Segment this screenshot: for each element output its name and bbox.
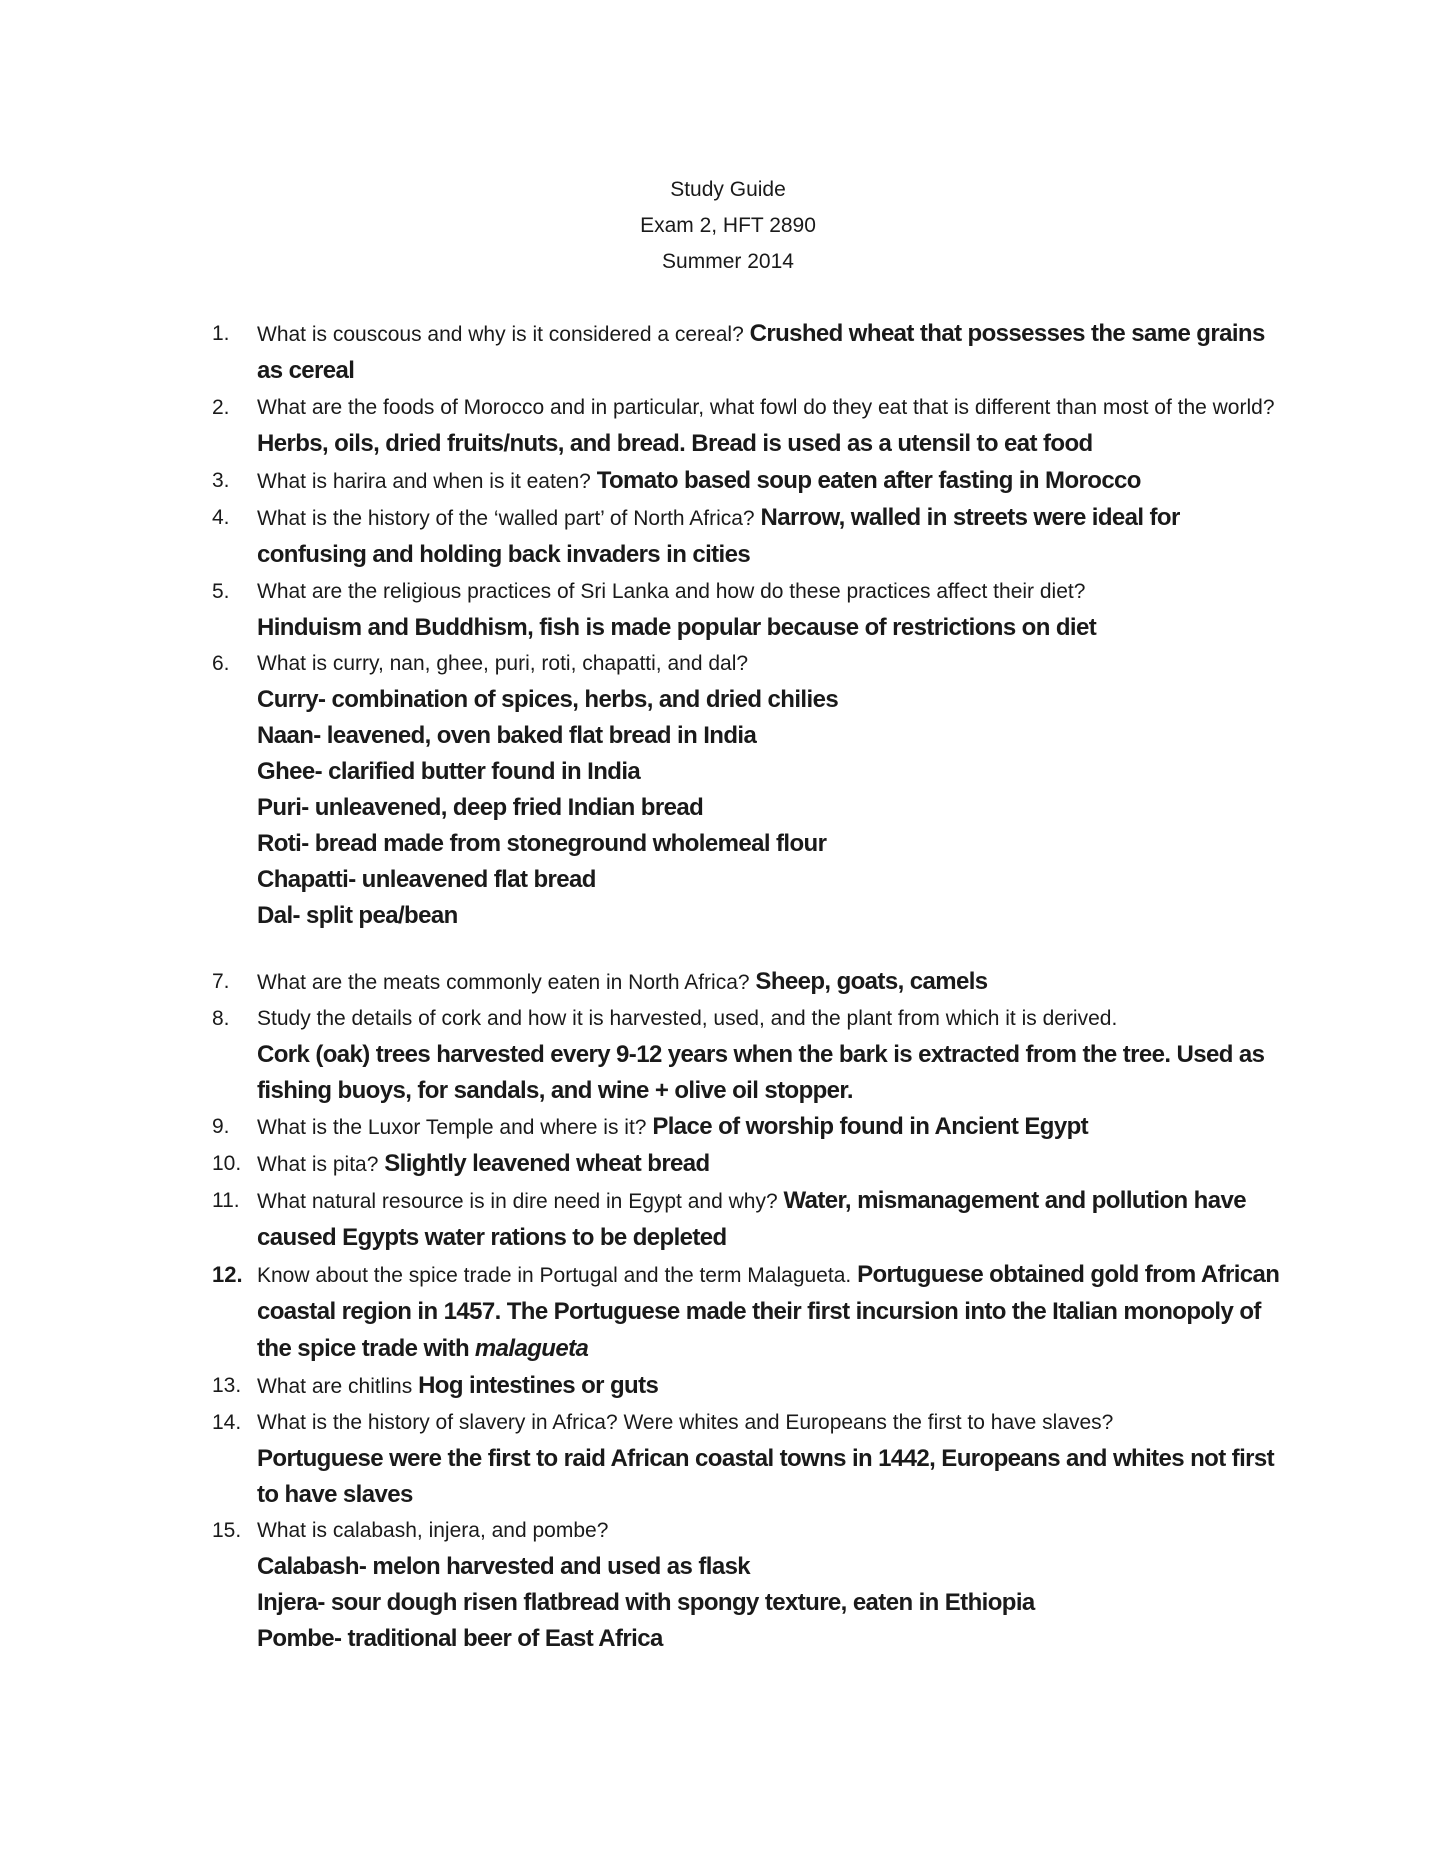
answer-line: Calabash- melon harvested and used as flask	[257, 1553, 751, 1580]
question-number: 8.	[212, 1007, 230, 1030]
question-item	[212, 1146, 1292, 1183]
question-text: Know about the spice trade in Portugal and the term Malagueta.	[257, 1264, 852, 1287]
question-text: What is calabash, injera, and pombe?	[257, 1519, 609, 1542]
answer-text: Herbs, oils, dried fruits/nuts, and bread. Bread is used as a utensil to eat food	[257, 430, 1093, 457]
question-text: What is curry, nan, ghee, puri, roti, chapatti, and dal?	[257, 652, 749, 675]
question-text: What are the meats commonly eaten in North Africa?	[257, 971, 750, 994]
question-text: What is couscous and why is it considered a cereal?	[257, 323, 744, 346]
question-text: What are the foods of Morocco and in particular, what fowl do they eat that is different than most of the world?	[257, 396, 1275, 419]
question-text: What natural resource is in dire need in Egypt and why?	[257, 1190, 778, 1213]
question-item	[212, 1257, 1292, 1368]
question-item	[212, 1183, 1292, 1257]
question-text: What are chitlins	[257, 1375, 413, 1398]
answer-line: Injera- sour dough risen flatbread with spongy texture, eaten in Ethiopia	[257, 1589, 1035, 1616]
answer-text: Sheep, goats, camels	[755, 968, 988, 995]
answer-line: Chapatti- unleavened flat bread	[257, 866, 596, 893]
question-number: 14.	[212, 1411, 242, 1434]
question-text: What is the history of the ‘walled part’ of North Africa?	[257, 507, 755, 530]
question-text: What is harira and when is it eaten?	[257, 470, 591, 493]
question-item	[212, 646, 1292, 964]
answer-line: Puri- unleavened, deep fried Indian bread	[257, 794, 704, 821]
header-term: Summer 2014	[662, 250, 794, 273]
question-item	[212, 964, 1292, 1001]
question-number: 7.	[212, 970, 230, 993]
question-number: 13.	[212, 1374, 242, 1397]
question-number: 1.	[212, 322, 230, 345]
answer-term-italic: malagueta	[474, 1335, 589, 1362]
question-item	[212, 1368, 1292, 1405]
answer-text: Narrow, walled in streets were ideal for confusing and holding back invaders in cities	[257, 504, 1180, 568]
question-item	[212, 1513, 1292, 1657]
question-item	[212, 390, 1292, 463]
question-number: 2.	[212, 396, 230, 419]
question-item	[212, 574, 1292, 646]
question-item	[212, 316, 1292, 390]
answer-text: Hog intestines or guts	[418, 1372, 659, 1399]
header-course: Exam 2, HFT 2890	[640, 214, 816, 237]
question-number: 4.	[212, 506, 230, 529]
answer-line: Roti- bread made from stoneground wholemeal flour	[257, 830, 827, 857]
answer-text: Tomato based soup eaten after fasting in Morocco	[596, 467, 1141, 494]
answer-text: Hinduism and Buddhism, fish is made popular because of restrictions on diet	[257, 614, 1097, 641]
question-number: 6.	[212, 652, 230, 675]
question-number: 9.	[212, 1115, 230, 1138]
question-number: 5.	[212, 580, 230, 603]
question-text: Study the details of cork and how it is harvested, used, and the plant from which it is derived.	[257, 1007, 1118, 1030]
answer-line: Curry- combination of spices, herbs, and dried chilies	[257, 686, 839, 713]
spacer	[257, 934, 1292, 964]
question-text: What are the religious practices of Sri Lanka and how do these practices affect their diet?	[257, 580, 1086, 603]
question-text: What is pita?	[257, 1153, 379, 1176]
question-number: 15.	[212, 1519, 242, 1542]
question-number: 3.	[212, 469, 230, 492]
answer-text: Place of worship found in Ancient Egypt	[652, 1113, 1089, 1140]
question-number: 10.	[212, 1152, 242, 1175]
question-item	[212, 463, 1292, 500]
question-item	[212, 1405, 1292, 1513]
answer-line: Dal- split pea/bean	[257, 902, 458, 929]
question-item	[212, 1001, 1292, 1109]
answer-text: Cork (oak) trees harvested every 9-12 years when the bark is extracted from the tree. Used as fishing buoys, for sandals, and wine + olive oil stopper.	[257, 1041, 1265, 1104]
question-item	[212, 500, 1292, 574]
answer-text: Slightly leavened wheat bread	[384, 1150, 710, 1177]
question-item	[212, 1109, 1292, 1146]
answer-line: Ghee- clarified butter found in India	[257, 758, 641, 785]
answer-line: Pombe- traditional beer of East Africa	[257, 1625, 663, 1652]
question-text: What is the history of slavery in Africa? Were whites and Europeans the first to have slaves?	[257, 1411, 1114, 1434]
question-number: 12.	[212, 1262, 243, 1287]
answer-line: Naan- leavened, oven baked flat bread in India	[257, 722, 757, 749]
header-title: Study Guide	[670, 178, 786, 201]
question-text: What is the Luxor Temple and where is it?	[257, 1116, 647, 1139]
question-list	[212, 316, 1292, 1657]
answer-text: Crushed wheat that possesses the same grains as cereal	[257, 320, 1265, 384]
answer-text: Water, mismanagement and pollution have caused Egypts water rations to be depleted	[257, 1187, 1246, 1251]
answer-text: Portuguese obtained gold from African coastal region in 1457. The Portuguese made their first incursion into the Italian monopoly of the spice trade with	[257, 1261, 1280, 1362]
question-number: 11.	[212, 1189, 240, 1212]
document-header	[0, 172, 1456, 280]
answer-text: Portuguese were the first to raid African coastal towns in 1442, Europeans and whites not first to have slaves	[257, 1445, 1275, 1508]
